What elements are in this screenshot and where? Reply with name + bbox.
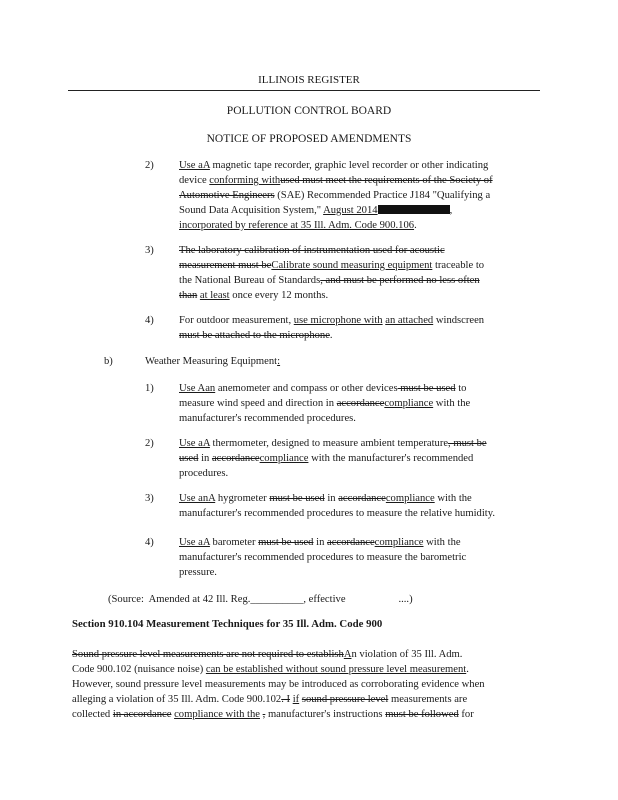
section-paragraph bbox=[72, 647, 542, 722]
text-line: Use aA magnetic tape recorder, graphic level recorder or other indicating bbox=[179, 160, 489, 171]
register-title: ILLINOIS REGISTER bbox=[258, 74, 360, 86]
text-line: the National Bureau of Standards, and must be performed no less often bbox=[179, 275, 480, 286]
item-number: 4) bbox=[145, 315, 154, 326]
text-line: used in accordancecompliance with the manufacturer's recommended bbox=[179, 453, 474, 464]
source-note: (Source: Amended at 42 Ill. Reg.__________, effective ....) bbox=[108, 594, 413, 605]
text-line: Use anA hygrometer must be used in accordancecompliance with the bbox=[179, 493, 472, 504]
item-text bbox=[179, 313, 539, 343]
item-text bbox=[179, 436, 539, 481]
item-number: 2) bbox=[145, 438, 154, 449]
text-line: incorporated by reference at 35 Ill. Adm. Code 900.106. bbox=[179, 220, 417, 231]
text-line: manufacturer's recommended procedures to measure the barometric bbox=[179, 552, 467, 563]
text-line: Use aA barometer must be used in accordancecompliance with the bbox=[179, 537, 461, 548]
paragraph-line: Code 900.102 (nuisance noise) can be established without sound pressure level measurement. bbox=[72, 664, 469, 675]
item-text bbox=[179, 243, 539, 303]
text-line: pressure. bbox=[179, 567, 217, 578]
text-line: manufacturer's recommended procedures to measure the relative humidity. bbox=[179, 508, 495, 519]
text-line: The laboratory calibration of instrumentation used for acoustic bbox=[179, 245, 445, 256]
text-line: measurement must beCalibrate sound measuring equipment traceable to bbox=[179, 260, 485, 271]
text-line: Use Aan anemometer and compass or other devices must be used to bbox=[179, 383, 467, 394]
item-text bbox=[179, 491, 539, 521]
text-line: must be attached to the microphone. bbox=[179, 330, 333, 341]
item-number: 1) bbox=[145, 383, 154, 394]
subsection-label: b) bbox=[104, 356, 113, 367]
redaction-mark bbox=[378, 205, 450, 214]
item-text bbox=[179, 381, 539, 426]
text-line: device conforming withused must meet the requirements of the Society of bbox=[179, 175, 493, 186]
item-number: 2) bbox=[145, 160, 154, 171]
subsection-title-line: Weather Measuring Equipment: bbox=[145, 356, 281, 367]
text-line: measure wind speed and direction in accordancecompliance with the bbox=[179, 398, 471, 409]
paragraph-line: However, sound pressure level measurements may be introduced as corroborating evidence when bbox=[72, 679, 485, 690]
text-line: For outdoor measurement, use microphone with an attached windscreen bbox=[179, 315, 485, 326]
paragraph-line: Sound pressure level measurements are not required to establishAn violation of 35 Ill. Adm. bbox=[72, 649, 463, 660]
notice-title: NOTICE OF PROPOSED AMENDMENTS bbox=[206, 133, 412, 145]
paragraph-line: alleging a violation of 35 Ill. Adm. Code 900.102. I if sound pressure level measurements are bbox=[72, 694, 468, 705]
text-line: procedures. bbox=[179, 468, 229, 479]
item-text bbox=[179, 535, 539, 580]
item-number: 3) bbox=[145, 245, 154, 256]
board-title: POLLUTION CONTROL BOARD bbox=[226, 105, 392, 117]
text-line: than at least once every 12 months. bbox=[179, 290, 329, 301]
item-number: 4) bbox=[145, 537, 154, 548]
subsection-title bbox=[145, 354, 280, 369]
item-number: 3) bbox=[145, 493, 154, 504]
text-line: Use aA thermometer, designed to measure ambient temperature, must be bbox=[179, 438, 487, 449]
text-line: Sound Data Acquisition System," August 2014 , bbox=[179, 205, 453, 216]
item-text bbox=[179, 158, 539, 233]
section-heading: Section 910.104 Measurement Techniques for 35 Ill. Adm. Code 900 bbox=[72, 618, 383, 630]
header-rule bbox=[68, 90, 540, 91]
paragraph-line: collected in accordance compliance with the , manufacturer's instructions must be followed for bbox=[72, 709, 474, 720]
text-line: manufacturer's recommended procedures. bbox=[179, 413, 356, 424]
text-line: Automotive Engineers (SAE) Recommended Practice J184 "Qualifying a bbox=[179, 190, 491, 201]
